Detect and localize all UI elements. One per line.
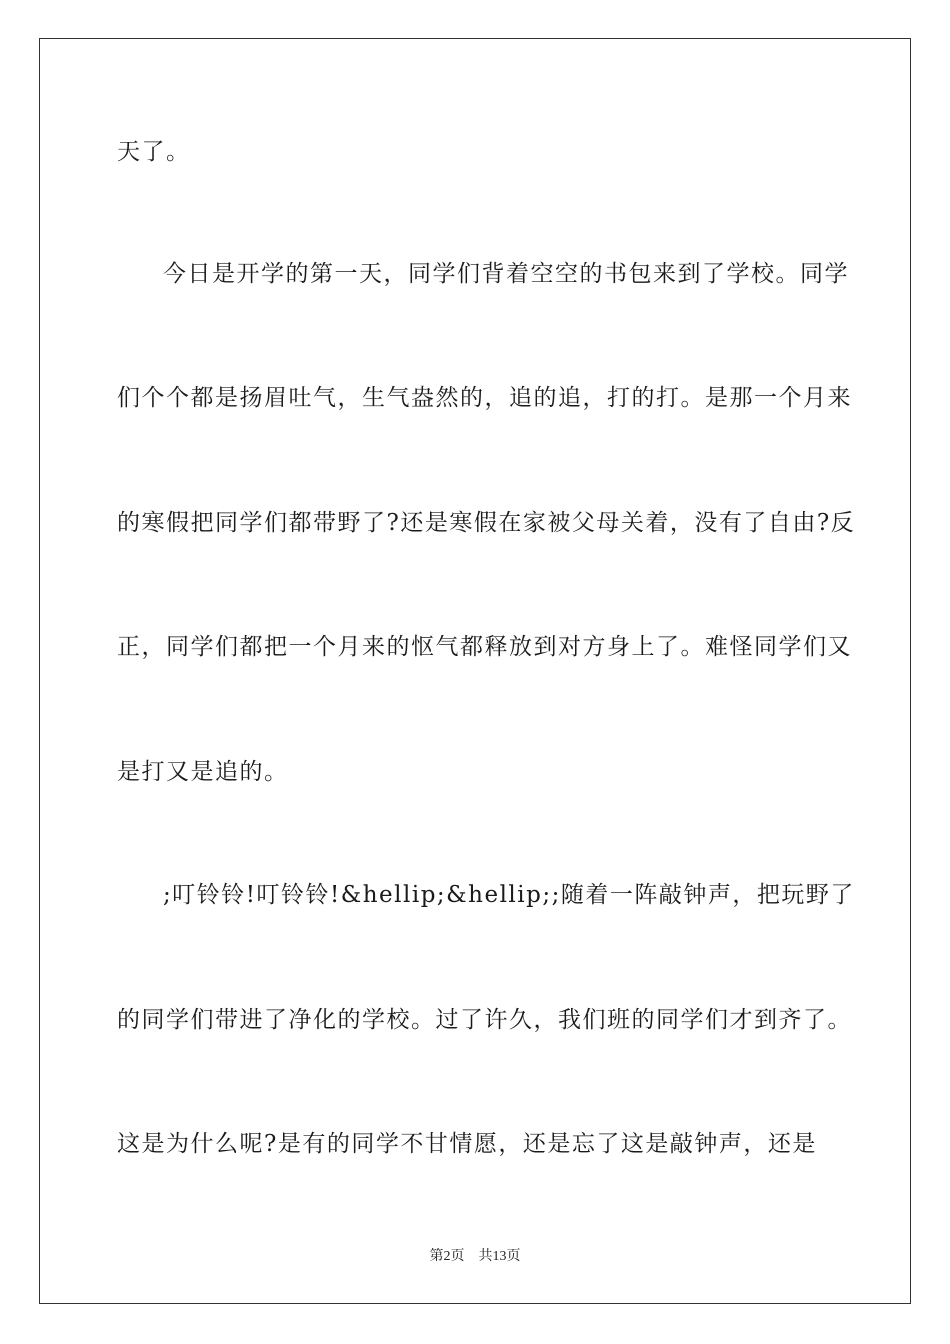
paragraph-line: 正，同学们都把一个月来的怄气都释放到对方身上了。难怪同学们又 — [117, 634, 852, 660]
paragraph-line: 的寒假把同学们都带野了?还是寒假在家被父母关着，没有了自由?反 — [117, 510, 856, 536]
paragraph-line: 们个个都是扬眉吐气，生气盎然的，追的追，打的打。是那一个月来 — [117, 385, 852, 411]
paragraph-line: ;叮铃铃!叮铃铃!&hellip;&hellip;;随着一阵敲钟声，把玩野了 — [163, 882, 855, 908]
paragraph-line: 是打又是追的。 — [117, 759, 289, 785]
paragraph-line: 天了。 — [117, 139, 191, 165]
page-border — [39, 38, 911, 1304]
paragraph-line: 这是为什么呢?是有的同学不甘情愿，还是忘了这是敲钟声，还是 — [117, 1131, 817, 1157]
paragraph-line: 今日是开学的第一天，同学们背着空空的书包来到了学校。同学 — [163, 261, 849, 287]
paragraph-line: 的同学们带进了净化的学校。过了许久，我们班的同学们才到齐了。 — [117, 1007, 852, 1033]
page-number-footer: 第2页 共13页 — [429, 1249, 521, 1264]
